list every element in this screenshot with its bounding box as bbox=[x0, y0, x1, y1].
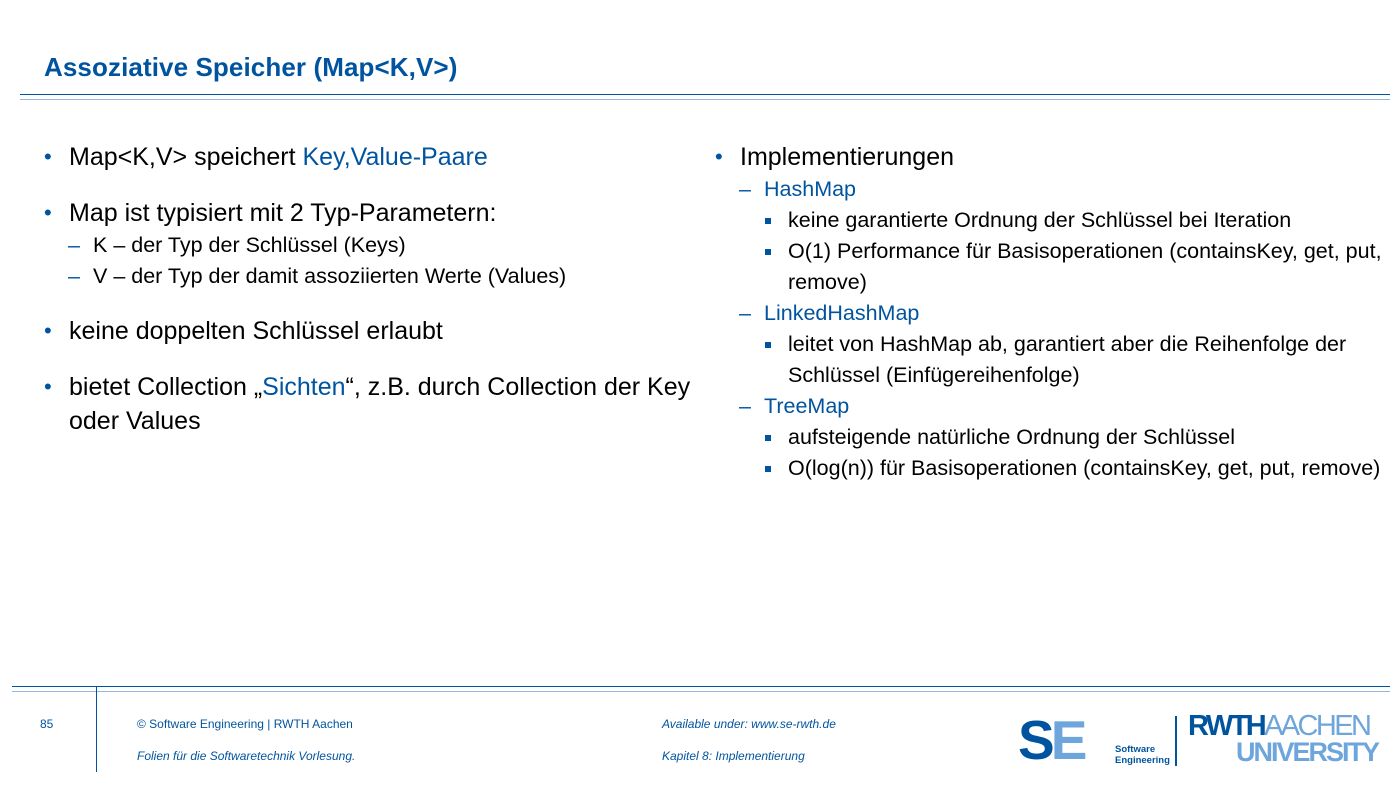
sub-item-v: – V – der Typ der damit assoziierten Werte (Values) bbox=[44, 261, 694, 292]
rwth-logo: RWTHAACHEN bbox=[1188, 710, 1370, 742]
footer-available: Available under: www.se-rwth.de bbox=[662, 717, 836, 731]
bullet-implementations: • Implementierungen bbox=[715, 140, 1385, 174]
bullet-collection-views: • bietet Collection „Sichten“, z.B. durch Collection der Key oder Values bbox=[44, 370, 694, 438]
footer-subtitle: Folien für die Softwaretechnik Vorlesung. bbox=[137, 749, 356, 763]
impl-linkedhashmap: – LinkedHashMap bbox=[715, 298, 1385, 329]
bullet-no-duplicates: • keine doppelten Schlüssel erlaubt bbox=[44, 314, 694, 348]
bullet-map-stores: • Map<K,V> speichert Key,Value-Paare bbox=[44, 140, 694, 174]
dash-icon: – bbox=[739, 394, 751, 418]
rwth-logo-university: UNIVERSITY bbox=[1236, 737, 1379, 767]
bullet-icon: • bbox=[44, 144, 52, 169]
page-number: 85 bbox=[40, 717, 54, 731]
square-bullet-icon bbox=[765, 249, 771, 255]
footer-vertical-divider bbox=[96, 686, 97, 772]
highlight-key-value: Key,Value-Paare bbox=[302, 143, 488, 171]
square-bullet-icon bbox=[765, 218, 771, 224]
dash-icon: – bbox=[739, 301, 751, 325]
se-logo: SE bbox=[1018, 709, 1084, 771]
dash-icon: – bbox=[68, 264, 80, 288]
impl-hashmap: – HashMap bbox=[715, 174, 1385, 205]
footer-chapter: Kapitel 8: Implementierung bbox=[662, 749, 805, 763]
list-item: aufsteigende natürliche Ordnung der Schlüssel bbox=[715, 422, 1385, 453]
se-logo-subtitle: Software Engineering bbox=[1115, 744, 1170, 766]
left-column bbox=[44, 140, 694, 438]
dash-icon: – bbox=[739, 177, 751, 201]
sub-item-k: – K – der Typ der Schlüssel (Keys) bbox=[44, 230, 694, 261]
square-bullet-icon bbox=[765, 466, 771, 472]
list-item: keine garantierte Ordnung der Schlüssel bei Iteration bbox=[715, 205, 1385, 236]
bullet-icon: • bbox=[44, 374, 52, 399]
impl-treemap: – TreeMap bbox=[715, 391, 1385, 422]
bullet-map-typed: • Map ist typisiert mit 2 Typ-Parametern: bbox=[44, 196, 694, 230]
bullet-icon: • bbox=[44, 200, 52, 225]
title-divider-light bbox=[20, 99, 1390, 100]
right-column bbox=[715, 140, 1385, 484]
dash-icon: – bbox=[68, 233, 80, 257]
highlight-sichten: Sichten bbox=[262, 373, 346, 401]
footer-copyright: © Software Engineering | RWTH Aachen bbox=[137, 717, 353, 731]
square-bullet-icon bbox=[765, 342, 771, 348]
list-item: O(log(n)) für Basisoperationen (containsKey, get, put, remove) bbox=[715, 453, 1385, 484]
square-bullet-icon bbox=[765, 435, 771, 441]
list-item: leitet von HashMap ab, garantiert aber die Reihenfolge der Schlüssel (Einfügereihenfolge) bbox=[715, 329, 1385, 391]
bullet-icon: • bbox=[44, 318, 52, 343]
bullet-icon: • bbox=[715, 144, 723, 169]
logo-separator bbox=[1175, 716, 1177, 766]
slide-title: Assoziative Speicher (Map<K,V>) bbox=[44, 52, 458, 82]
footer-divider bbox=[12, 686, 1390, 687]
footer-divider-light bbox=[12, 691, 1390, 692]
list-item: O(1) Performance für Basisoperationen (containsKey, get, put, remove) bbox=[715, 236, 1385, 298]
title-divider bbox=[20, 94, 1390, 95]
